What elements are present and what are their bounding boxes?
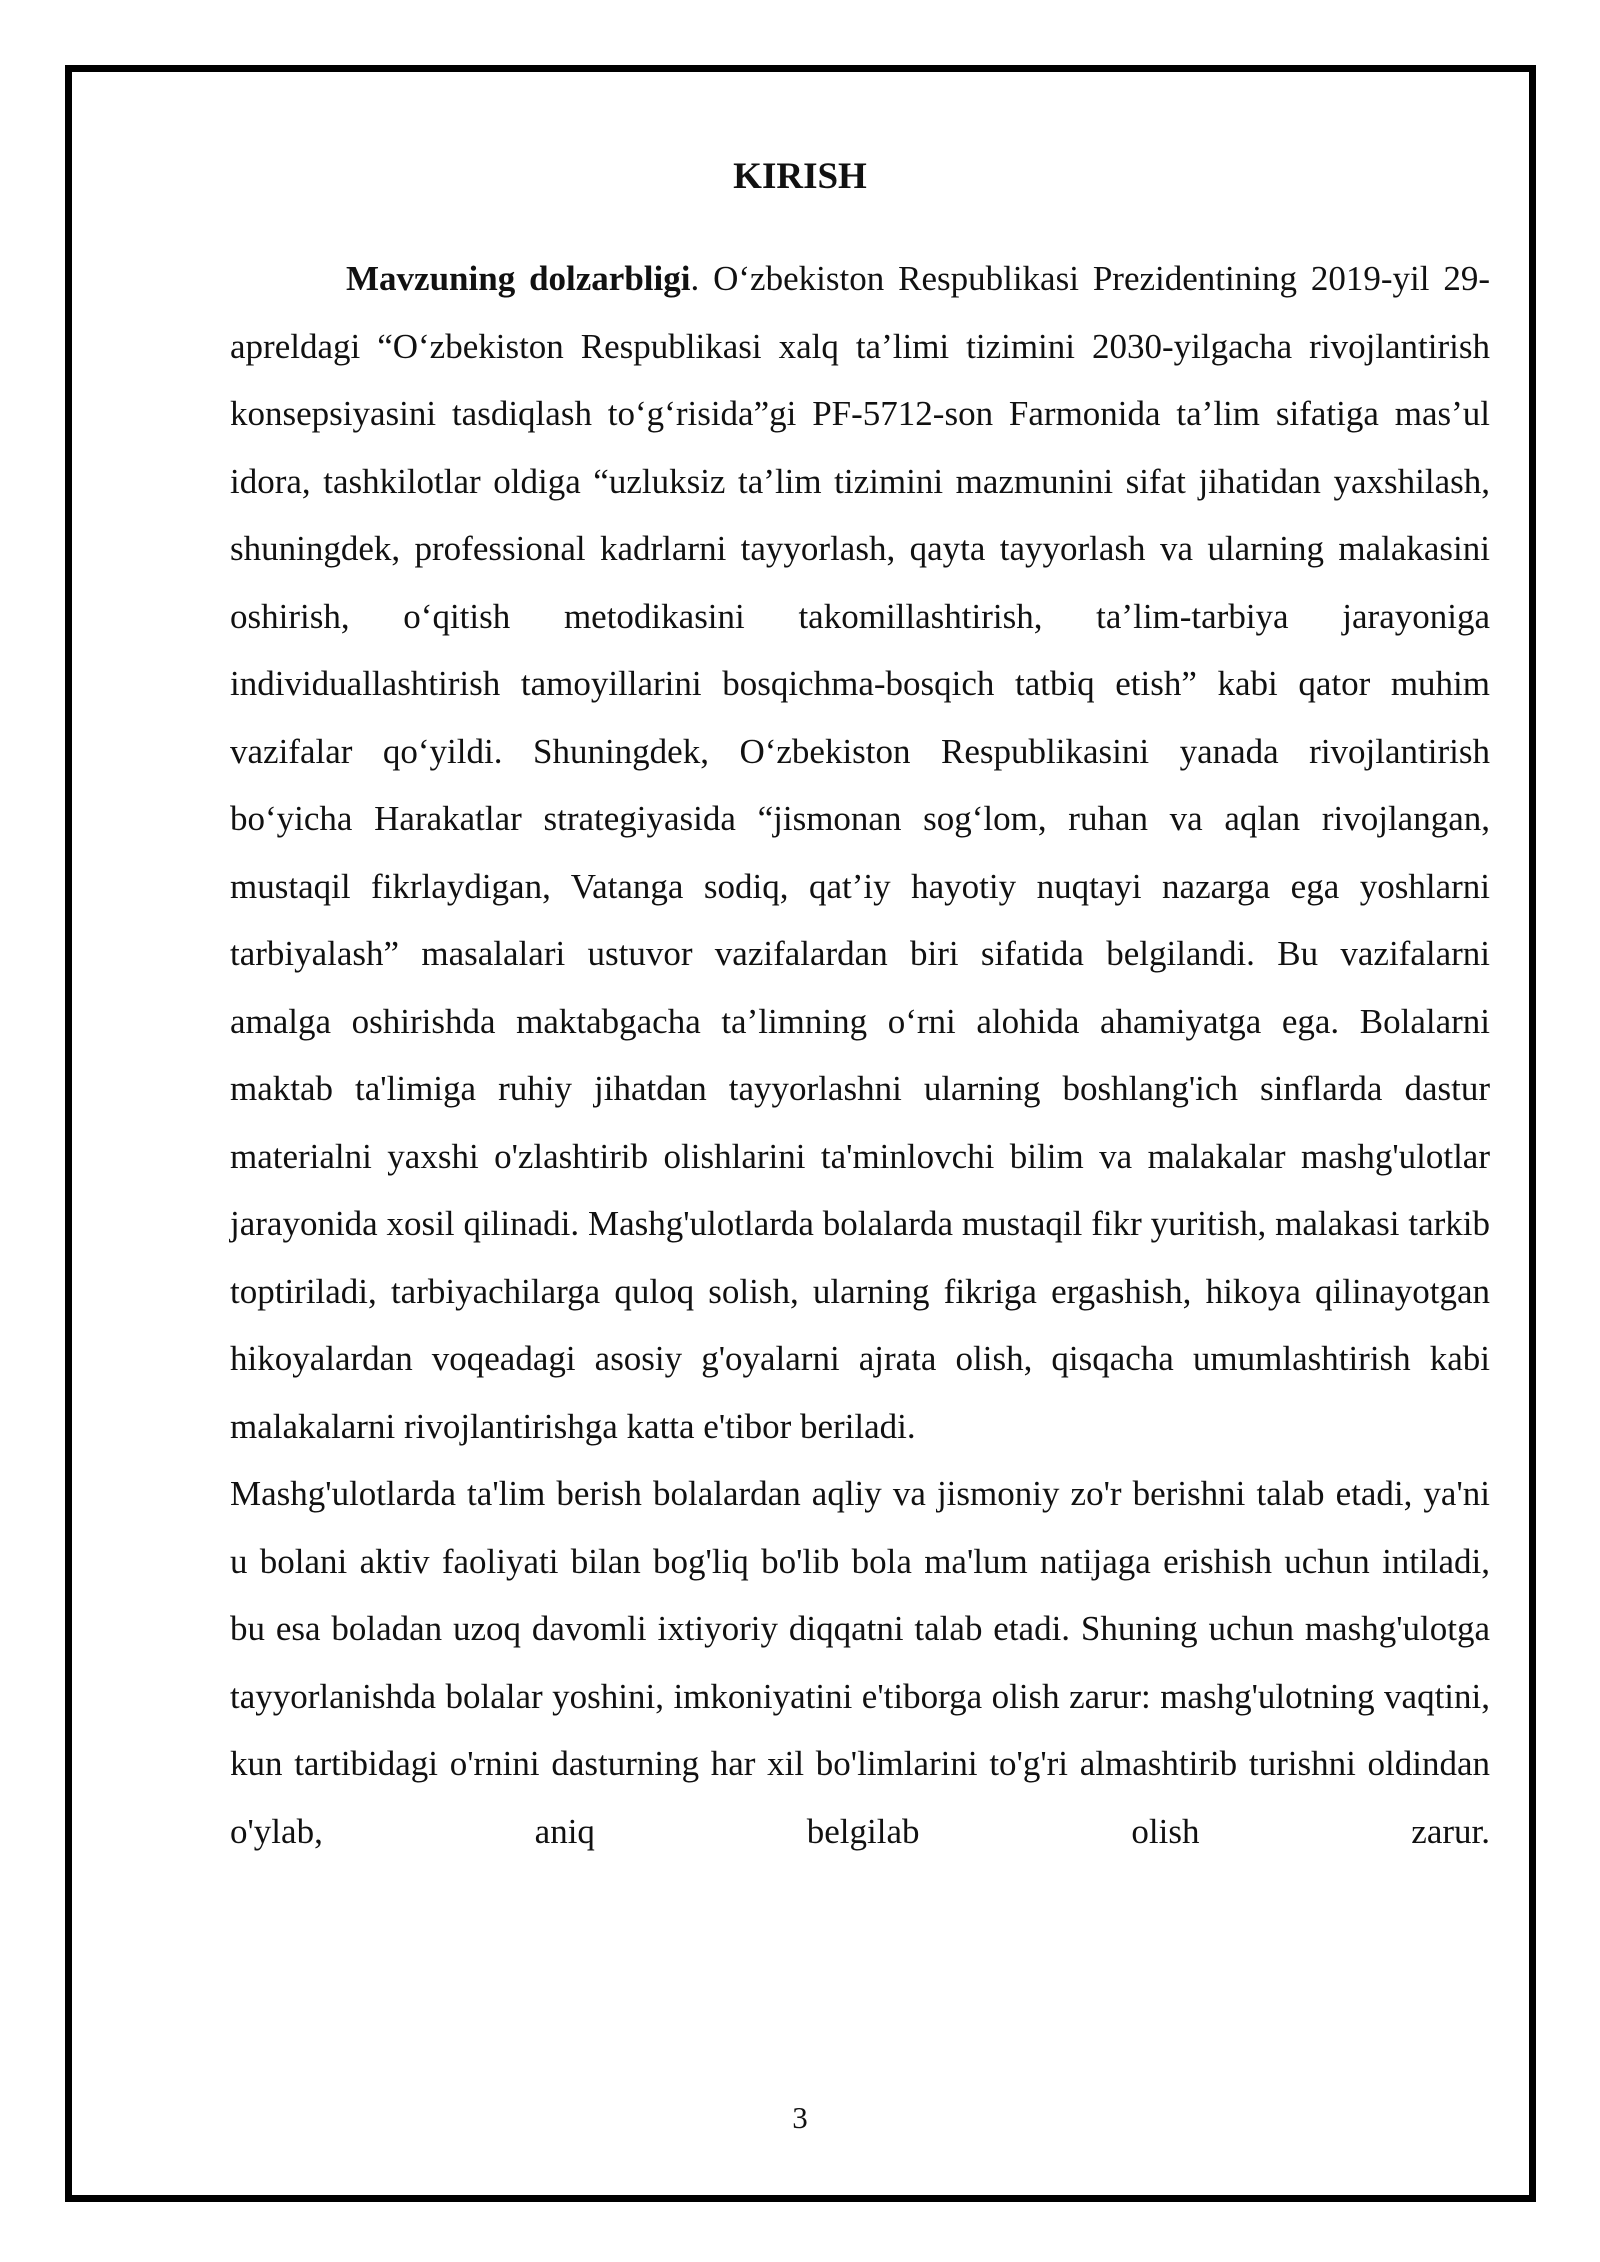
paragraph-dolzarblik bbox=[230, 245, 1490, 1460]
page-heading: KIRISH bbox=[733, 156, 867, 197]
body-text bbox=[230, 245, 1490, 1865]
page-number: 3 bbox=[792, 2100, 808, 2135]
paragraph-1-text: . O‘zbekiston Respublikasi Prezidentining 2019-yil 29-apreldagi “O‘zbekiston Respublikasi xalq ta’limi tizimini 2030-yilgacha rivojlantirish konsepsiyasini tasdiqlash to‘g‘risida”gi PF-5712-son Farmonida ta’lim sifatiga mas’ul idora, tashkilotlar oldiga “uzluksiz ta’lim tizimini mazmunini sifat jihatidan yaxshilash, shuningdek, professional kadrlarni tayyorlash, qayta tayyorlash va ularning malakasini oshirish, o‘qitish metodikasini takomillashtirish, ta’lim-tarbiya jarayoniga individuallashtirish tamoyillarini bosqichma-bosqich tatbiq etish” kabi qator muhim vazifalar qo‘yildi. Shuningdek, O‘zbekiston Respublikasini yanada rivojlantirish bo‘yicha Harakatlar strategiyasida “jismonan sog‘lom, ruhan va aqlan rivojlangan, mustaqil fikrlaydigan, Vatanga sodiq, qat’iy hayotiy nuqtayi nazarga ega yoshlarni tarbiyalash” masalalari ustuvor vazifalardan biri sifatida belgilandi. Bu vazifalarni amalga oshirishda maktabgacha ta’limning o‘rni alohida ahamiyatga ega. Bolalarni maktab ta'limiga ruhiy jihatdan tayyorlashni ularning boshlang'ich sinflarda dastur materialni yaxshi o'zlashtirib olishlarini ta'minlovchi bilim va malakalar mashg'ulotlar jarayonida xosil qilinadi. Mashg'ulotlarda bolalarda mustaqil fikr yuritish, malakasi tarkib toptiriladi, tarbiyachilarga quloq solish, ularning fikriga ergashish, hikoya qilinayotgan hikoyalardan voqeadagi asosiy g'oyalarni ajrata olish, qisqacha umumlashtirish kabi malakalarni rivojlantirishga katta e'tibor beriladi. bbox=[230, 259, 1490, 1446]
paragraph-mashgulotlar: Mashg'ulotlarda ta'lim berish bolalardan aqliy va jismoniy zo'r berishni talab etadi, ya'ni u bolani aktiv faoliyati bilan bog'liq bo'lib bola ma'lum natijaga erishish uchun intiladi, bu esa boladan uzoq davomli ixtiyoriy diqqatni talab etadi. Shuning uchun mashg'ulotga tayyorlanishda bolalar yoshini, imkoniyatini e'tiborga olish zarur: mashg'ulotning vaqtini, kun tartibidagi o'rnini dasturning har xil bo'limlarini to'g'ri almashtirib turishni oldindan o'ylab, aniq belgilab olish zarur. bbox=[230, 1474, 1490, 1851]
paragraph-lead-in: Mavzuning dolzarbligi bbox=[346, 259, 691, 298]
